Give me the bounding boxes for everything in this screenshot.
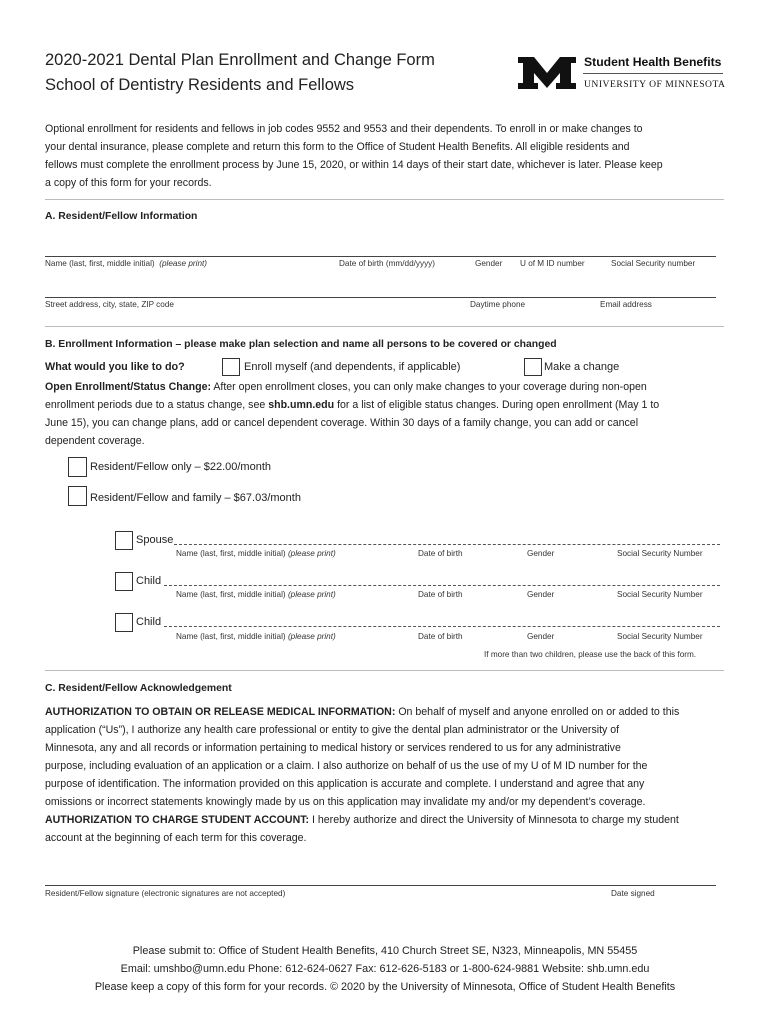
enroll-checkbox[interactable] xyxy=(222,358,240,376)
divider xyxy=(45,326,724,327)
plan-only-checkbox[interactable] xyxy=(68,457,87,477)
spouse-input-line[interactable] xyxy=(174,544,720,545)
gender-label: Gender xyxy=(475,259,503,268)
date-signed-label: Date signed xyxy=(611,889,655,898)
footer-line-1: Please submit to: Office of Student Health Benefits, 410 Church Street SE, N323, Minneapolis, MN 55455 xyxy=(132,945,638,957)
child1-label: Child xyxy=(136,575,162,587)
dep-ssn-label: Social Security Number xyxy=(617,632,703,641)
logo-line-1: Student Health Benefits xyxy=(584,55,722,69)
plan-family-label: Resident/Fellow and family – $67.03/month xyxy=(90,492,301,504)
question-label: What would you like to do? xyxy=(45,361,185,373)
auth1-line-5: purpose of identification. The information provided on this application is accurate and complete. I understand and agree that any xyxy=(45,778,645,790)
child2-checkbox[interactable] xyxy=(115,613,133,632)
signature-label: Resident/Fellow signature (electronic signatures are not accepted) xyxy=(45,889,286,898)
intro-line-3: fellows must complete the enrollment process by June 15, 2020, or within 14 days of their start date, whichever is later. Please keep xyxy=(45,159,663,171)
divider xyxy=(45,670,724,671)
plan-family-checkbox[interactable] xyxy=(68,486,87,506)
child2-label: Child xyxy=(136,616,162,628)
intro-line-4: a copy of this form for your records. xyxy=(45,177,212,189)
intro-line-1: Optional enrollment for residents and fellows in job codes 9552 and 9553 and their dependents. To enroll in or make changes to xyxy=(45,123,643,135)
auth1-line-4: purpose, including evaluation of an application or a claim. I also authorize on behalf of us the use of my U of M ID number for the xyxy=(45,760,648,772)
email-label: Email address xyxy=(600,300,652,309)
auth1-line-3: Minnesota, any and all records or information pertaining to medical history or services rendered to us for any administrative xyxy=(45,742,621,754)
dep-gender-label: Gender xyxy=(527,590,555,599)
divider xyxy=(45,199,724,200)
logo-divider xyxy=(583,73,723,74)
footer-line-2: Email: umshbo@umn.edu Phone: 612-624-0627 Fax: 612-626-5183 or 1-800-624-9881 Website: shb.umn.edu xyxy=(120,963,650,975)
logo-line-2: UNIVERSITY OF MINNESOTA xyxy=(584,79,726,90)
dob-label: Date of birth (mm/dd/yyyy) xyxy=(339,259,435,268)
phone-label: Daytime phone xyxy=(470,300,526,309)
spouse-label: Spouse xyxy=(136,534,174,546)
enroll-option-label: Enroll myself (and dependents, if applicable) xyxy=(244,361,461,373)
plan-only-label: Resident/Fellow only – $22.00/month xyxy=(90,461,271,473)
footer-line-3: Please keep a copy of this form for your records. © 2020 by the University of Minnesota, Office of Student Health Benefits xyxy=(94,981,676,993)
dep-name-label: Name (last, first, middle initial) (please print) xyxy=(176,590,336,599)
dep-dob-label: Date of birth xyxy=(418,632,463,641)
university-logo-icon xyxy=(516,55,578,91)
change-checkbox[interactable] xyxy=(524,358,542,376)
form-subtitle: School of Dentistry Residents and Fellows xyxy=(45,76,355,94)
child1-input-line[interactable] xyxy=(164,585,720,586)
signature-input-line[interactable] xyxy=(45,885,716,886)
auth2-line-1: AUTHORIZATION TO CHARGE STUDENT ACCOUNT: I hereby authorize and direct the University of Minnesota to charge my student xyxy=(45,814,679,826)
child1-checkbox[interactable] xyxy=(115,572,133,591)
dep-ssn-label: Social Security Number xyxy=(617,549,703,558)
address-label: Street address, city, state, ZIP code xyxy=(45,300,174,309)
oe-line-3: June 15), you can change plans, add or cancel dependent coverage. Within 30 days of a family change, you can add or cancel xyxy=(45,417,639,429)
dep-dob-label: Date of birth xyxy=(418,549,463,558)
form-title: 2020-2021 Dental Plan Enrollment and Change Form xyxy=(45,51,435,69)
dep-gender-label: Gender xyxy=(527,549,555,558)
shb-link[interactable]: shb.umn.edu xyxy=(268,399,335,411)
more-children-note: If more than two children, please use the back of this form. xyxy=(484,650,697,659)
dep-dob-label: Date of birth xyxy=(418,590,463,599)
name-label: Name (last, first, middle initial) (please print) xyxy=(45,259,208,268)
change-option-label: Make a change xyxy=(544,361,620,373)
auth2-line-2: account at the beginning of each term for this coverage. xyxy=(45,832,307,844)
address-input-line[interactable] xyxy=(45,297,716,298)
section-c-title: C. Resident/Fellow Acknowledgement xyxy=(45,683,232,694)
section-a-title: A. Resident/Fellow Information xyxy=(45,211,198,222)
section-b-title: B. Enrollment Information – please make plan selection and name all persons to be covered or changed xyxy=(45,339,557,350)
oe-line-4: dependent coverage. xyxy=(45,435,145,447)
auth1-line-2: application (“Us”), I authorize any health care professional or entity to give the dental plan administrator or the University of xyxy=(45,724,620,736)
dep-gender-label: Gender xyxy=(527,632,555,641)
auth1-line-6: omissions or incorrect statements knowingly made by us on this application may invalidate my and/or my dependent’s coverage. xyxy=(45,796,646,808)
spouse-checkbox[interactable] xyxy=(115,531,133,550)
dep-ssn-label: Social Security Number xyxy=(617,590,703,599)
dep-name-label: Name (last, first, middle initial) (please print) xyxy=(176,549,336,558)
oe-line-1: Open Enrollment/Status Change: After open enrollment closes, you can only make changes to your coverage during non-open xyxy=(45,381,647,393)
dep-name-label: Name (last, first, middle initial) (please print) xyxy=(176,632,336,641)
intro-line-2: your dental insurance, please complete and return this form to the Office of Student Health Benefits. All eligible residents and xyxy=(45,141,630,153)
oe-line-2: enrollment periods due to a status change, see shb.umn.edu for a list of eligible status changes. During open enrollment (May 1 to xyxy=(45,399,660,411)
name-input-line[interactable] xyxy=(45,256,716,257)
umid-label: U of M ID number xyxy=(520,259,585,268)
ssn-label: Social Security number xyxy=(611,259,696,268)
child2-input-line[interactable] xyxy=(164,626,720,627)
auth1-line-1: AUTHORIZATION TO OBTAIN OR RELEASE MEDICAL INFORMATION: On behalf of myself and anyone enrolled on or added to this xyxy=(45,706,680,718)
